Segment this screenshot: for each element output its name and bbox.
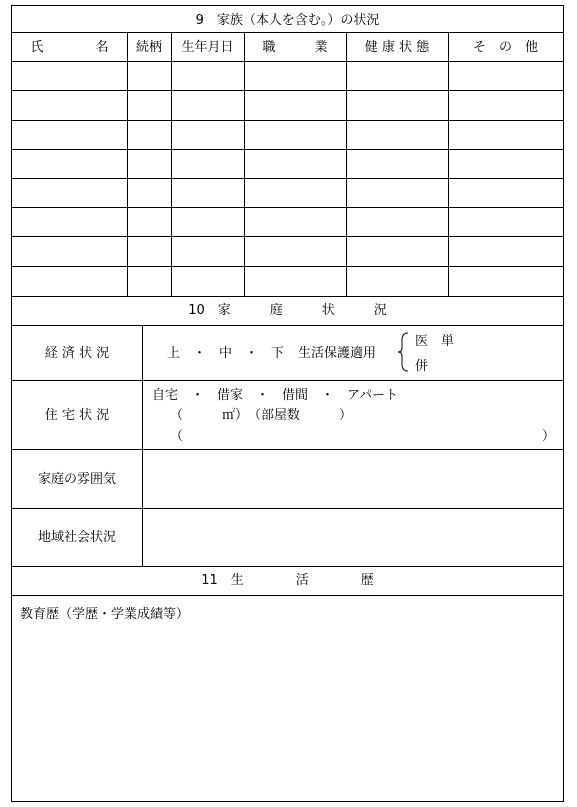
header-other: そ の 他 <box>472 40 538 55</box>
brace-icon <box>397 332 409 372</box>
divider <box>12 296 563 297</box>
divider <box>142 325 143 566</box>
divider <box>12 90 563 91</box>
header-birthdate: 生年月日 <box>181 40 234 55</box>
section11-title: 11 生 活 歴 <box>201 573 374 588</box>
divider <box>127 32 128 296</box>
housing-area: （ ㎡） （部屋数 ） <box>170 408 353 423</box>
divider <box>448 32 449 296</box>
divider <box>12 207 563 208</box>
community-label: 地域社会状況 <box>37 530 116 545</box>
section10-title: 10 家 庭 状 況 <box>188 303 387 318</box>
divider <box>12 449 563 450</box>
header-health: 健 康 状 態 <box>364 40 430 55</box>
welfare-label: 生活保護適用 <box>298 346 377 361</box>
divider <box>12 236 563 237</box>
housing-label: 住 宅 状 況 <box>44 408 110 423</box>
divider <box>12 61 563 62</box>
header-occupation: 職 業 <box>262 40 328 55</box>
divider <box>12 325 563 326</box>
divider <box>12 380 563 381</box>
section9-title: 9 家族（本人を含む。）の状況 <box>195 13 380 28</box>
divider <box>12 266 563 267</box>
education-label: 教育歴（学歴・学業成績等） <box>20 607 190 622</box>
header-name: 氏 名 <box>30 40 109 55</box>
divider <box>346 32 347 296</box>
housing-paren-close: ） <box>542 429 556 444</box>
family-status-form <box>11 5 564 802</box>
divider <box>12 120 563 121</box>
economy-levels: 上 ・ 中 ・ 下 <box>167 346 285 361</box>
divider <box>12 595 563 596</box>
atmosphere-label: 家庭の雰囲気 <box>37 472 116 487</box>
divider <box>12 508 563 509</box>
housing-types: 自宅 ・ 借家 ・ 借間 ・ アパート <box>152 388 398 403</box>
welfare-option-combined: 併 <box>415 359 429 374</box>
divider <box>12 32 563 33</box>
divider <box>12 149 563 150</box>
housing-paren-open: （ <box>170 429 184 444</box>
divider <box>12 566 563 567</box>
divider <box>171 32 172 296</box>
welfare-option-medical: 医 単 <box>415 334 455 349</box>
divider <box>244 32 245 296</box>
divider <box>12 178 563 179</box>
economy-label: 経 済 状 況 <box>44 346 110 361</box>
header-relationship: 続柄 <box>135 40 162 55</box>
